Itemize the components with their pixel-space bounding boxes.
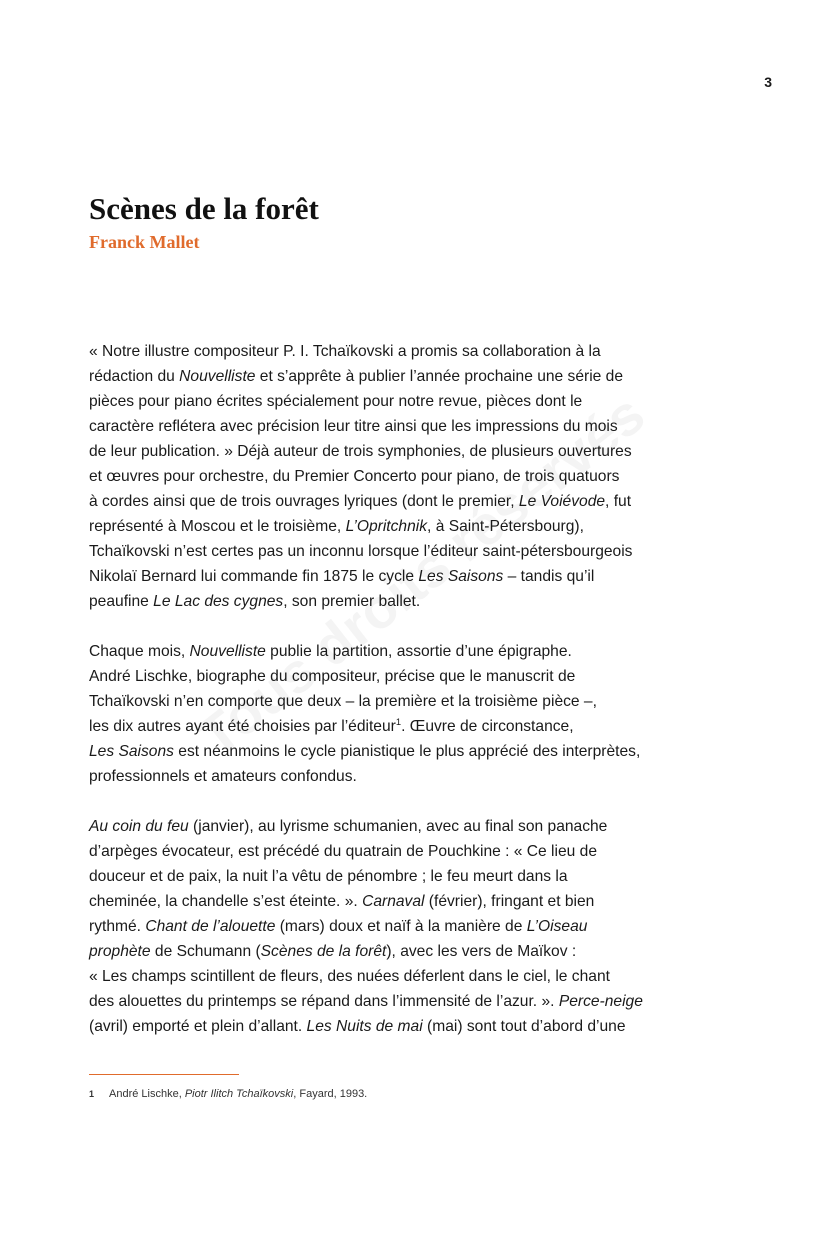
text-line (89, 464, 749, 489)
italic-title: Au coin du feu (89, 818, 189, 835)
text-line (89, 739, 749, 764)
text-run: des alouettes du printemps se répand dans l’immensité de l’azur. ». (89, 993, 559, 1010)
article-author: Franck Mallet (89, 232, 200, 252)
text-run: , Fayard, 1993. (293, 1088, 368, 1100)
text-run: de leur publication. » Déjà auteur de trois symphonies, de plusieurs ouvertures (89, 443, 632, 460)
text-line (89, 539, 749, 564)
text-run: , son premier ballet. (283, 593, 421, 610)
text-run: est néanmoins le cycle pianistique le plus apprécié des interprètes, (173, 743, 641, 760)
italic-title: Piotr Ilitch Tchaïkovski (184, 1088, 294, 1100)
italic-title: Nouvelliste (189, 643, 266, 660)
footnote (89, 1086, 729, 1102)
text-run: Nikolaï Bernard lui commande fin 1875 le cycle (89, 568, 419, 585)
text-run: représenté à Moscou et le troisième, (89, 518, 346, 535)
text-line (89, 514, 749, 539)
text-line (89, 814, 749, 839)
italic-title: prophète (89, 943, 151, 960)
italic-title: L’Oiseau (526, 918, 588, 935)
text-run: publie la partition, assortie d’une épigraphe. (265, 643, 572, 660)
paragraph-gap (89, 789, 749, 814)
text-line (89, 564, 749, 589)
italic-title: Le Voiévode (518, 493, 606, 510)
text-run: pièces pour piano écrites spécialement pour notre revue, pièces dont le (89, 393, 583, 410)
text-run: « Les champs scintillent de fleurs, des nuées déferlent dans le ciel, le chant (89, 968, 610, 985)
text-run: et œuvres pour orchestre, du Premier Concerto pour piano, de trois quatuors (89, 468, 620, 485)
text-run: Tchaïkovski n’en comporte que deux – la première et la troisième pièce –, (89, 693, 597, 710)
article-body (89, 339, 749, 1039)
text-line (89, 1014, 749, 1039)
text-line (89, 389, 749, 414)
text-line (89, 364, 749, 389)
footnote-number: 1 (89, 1089, 95, 1099)
text-line (89, 764, 749, 789)
text-run: peaufine (89, 593, 154, 610)
article-title: Scènes de la forêt (89, 191, 319, 226)
text-line (89, 414, 749, 439)
italic-title: Carnaval (362, 893, 425, 910)
italic-title: Le Lac des cygnes (153, 593, 284, 610)
text-run: d’arpèges évocateur, est précédé du quatrain de Pouchkine : « Ce lieu de (89, 843, 598, 860)
text-run: rythmé. (89, 918, 146, 935)
italic-title: Nouvelliste (179, 368, 256, 385)
text-line (89, 964, 749, 989)
text-run: Chaque mois, (89, 643, 190, 660)
text-line (89, 339, 749, 364)
footnote-rule (89, 1074, 239, 1075)
text-line (89, 639, 749, 664)
text-run: , fut (605, 493, 632, 510)
italic-title: Les Saisons (418, 568, 504, 585)
italic-title: Perce-neige (558, 993, 643, 1010)
paragraph-gap (89, 614, 749, 639)
text-run: (mai) sont tout d’abord d’une (422, 1018, 626, 1035)
text-line (89, 589, 749, 614)
text-line (89, 714, 749, 739)
text-run: André Lischke, (109, 1088, 185, 1100)
text-run: « Notre illustre compositeur P. I. Tchaïkovski a promis sa collaboration à la (89, 343, 601, 360)
italic-title: Les Saisons (89, 743, 174, 760)
text-line (89, 489, 749, 514)
footnote-text (109, 1088, 367, 1100)
text-run: (février), fringant et bien (424, 893, 595, 910)
text-line (89, 889, 749, 914)
text-run: – tandis qu’il (503, 568, 595, 585)
text-run: (mars) doux et naïf à la manière de (275, 918, 527, 935)
text-run: de Schumann ( (150, 943, 261, 960)
text-run: et s’apprête à publier l’année prochaine une série de (255, 368, 624, 385)
text-run: Tchaïkovski n’est certes pas un inconnu lorsque l’éditeur saint-pétersbourgeois (89, 543, 633, 560)
italic-title: Les Nuits de mai (306, 1018, 423, 1035)
text-line (89, 914, 749, 939)
text-line (89, 689, 749, 714)
italic-title: L’Opritchnik (345, 518, 428, 535)
text-run: caractère reflétera avec précision leur titre ainsi que les impressions du mois (89, 418, 618, 435)
text-run: à cordes ainsi que de trois ouvrages lyriques (dont le premier, (89, 493, 519, 510)
paragraph (89, 339, 749, 614)
text-run: (janvier), au lyrisme schumanien, avec au final son panache (188, 818, 608, 835)
text-line (89, 664, 749, 689)
paragraph (89, 814, 749, 1039)
footnote-reference: 1 (395, 716, 402, 727)
text-run: , à Saint-Pétersbourg), (427, 518, 584, 535)
paragraph (89, 639, 749, 789)
text-run: professionnels et amateurs confondus. (89, 768, 357, 785)
text-run: rédaction du (89, 368, 180, 385)
text-line (89, 839, 749, 864)
italic-title: Scènes de la forêt (260, 943, 387, 960)
text-run: douceur et de paix, la nuit l’a vêtu de pénombre ; le feu meurt dans la (89, 868, 568, 885)
text-run: André Lischke, biographe du compositeur, précise que le manuscrit de (89, 668, 576, 685)
text-run: cheminée, la chandelle s’est éteinte. ». (89, 893, 363, 910)
text-run: (avril) emporté et plein d’allant. (89, 1018, 307, 1035)
text-line (89, 864, 749, 889)
text-run: ), avec les vers de Maïkov : (386, 943, 577, 960)
text-run: . Œuvre de circonstance, (401, 718, 574, 735)
text-line (89, 939, 749, 964)
page-number: 3 (764, 74, 772, 90)
text-line (89, 989, 749, 1014)
text-line (89, 439, 749, 464)
text-run: les dix autres ayant été choisies par l’éditeur (89, 718, 396, 735)
italic-title: Chant de l’alouette (145, 918, 276, 935)
